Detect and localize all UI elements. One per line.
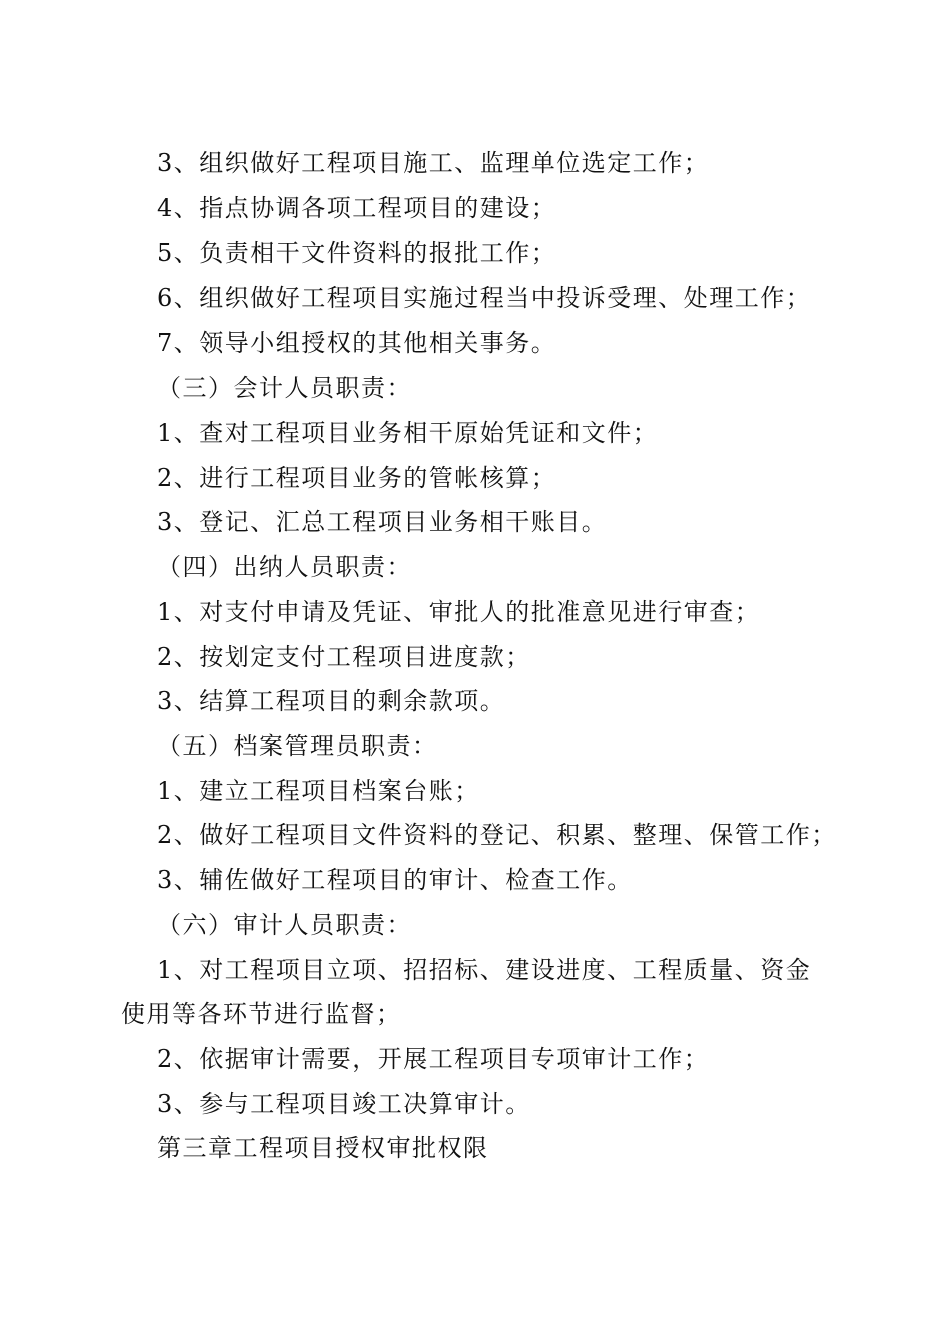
text-line: 3、结算工程项目的剩余款项。 [157,687,506,715]
text-line: 3、登记、汇总工程项目业务相干账目。 [157,508,608,536]
text-line: 1、查对工程项目业务相干原始凭证和文件； [157,419,659,447]
text-line: 2、按划定支付工程项目进度款； [157,643,531,671]
text-line: 7、领导小组授权的其他相关事务。 [157,329,557,357]
section-heading: （四）出纳人员职责： [157,553,412,581]
text-line: 1、对工程项目立项、招招标、建设进度、工程质量、资金 [157,956,812,984]
section-heading: （六）审计人员职责： [157,911,412,939]
section-heading: （三）会计人员职责： [157,374,412,402]
text-line: 1、对支付申请及凭证、审批人的批准意见进行审查； [157,598,761,626]
text-line: 6、组织做好工程项目实施过程当中投诉受理、处理工作； [157,284,812,312]
text-line: 3、组织做好工程项目施工、监理单位选定工作； [157,149,710,177]
text-line: 3、辅佐做好工程项目的审计、检查工作。 [157,866,633,894]
text-line: 1、建立工程项目档案台账； [157,777,480,805]
text-line: 3、参与工程项目竣工决算审计。 [157,1090,531,1118]
text-line-continuation: 使用等各环节进行监督； [121,1000,402,1028]
text-line: 2、做好工程项目文件资料的登记、积累、整理、保管工作； [157,821,837,849]
section-heading: （五）档案管理员职责： [157,732,438,760]
text-line: 2、进行工程项目业务的管帐核算； [157,464,557,492]
text-line: 4、指点协调各项工程项目的建设； [157,194,557,222]
text-line: 5、负责相干文件资料的报批工作； [157,239,557,267]
text-line: 2、依据审计需要，开展工程项目专项审计工作； [157,1045,710,1073]
chapter-heading: 第三章工程项目授权审批权限 [157,1134,489,1162]
